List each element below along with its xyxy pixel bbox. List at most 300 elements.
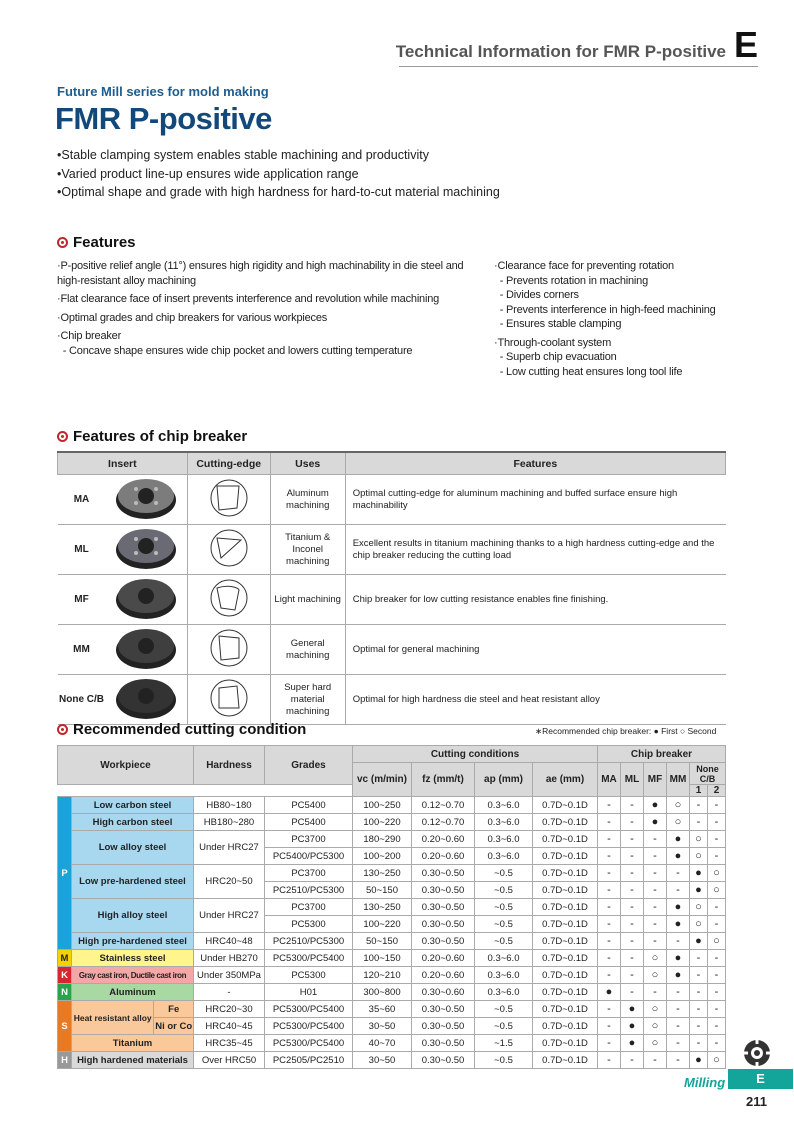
chip-breaker-mark: - [708, 1018, 726, 1035]
grade: PC2505/PC2510 [265, 1052, 353, 1069]
workpiece: High pre-hardened steel [72, 933, 194, 950]
series-subtitle: Future Mill series for mold making [57, 84, 269, 99]
chip-breaker-mark: - [621, 933, 644, 950]
cutting-vc: 35~60 [353, 1001, 412, 1018]
cutting-edge-diagram [187, 675, 270, 725]
col-vc: vc (m/min) [353, 763, 412, 797]
hardness: HB80~180 [194, 797, 265, 814]
chip-breaker-mark: - [621, 814, 644, 831]
cutting-ap: ~0.5 [475, 1001, 533, 1018]
workpiece: High hardened materials [72, 1052, 194, 1069]
grade: PC5400 [265, 797, 353, 814]
chipbreaker-feature: Optimal for high hardness die steel and heat resistant alloy [345, 675, 725, 725]
col-uses: Uses [270, 452, 345, 475]
cutting-ap: 0.3~6.0 [475, 984, 533, 1001]
grade: PC2510/PC5300 [265, 882, 353, 899]
section-marker-icon [57, 431, 68, 442]
chip-breaker-mark: - [644, 916, 667, 933]
chipbreaker-uses: Super hard material machining [270, 675, 345, 725]
chip-breaker-mark: ● [667, 831, 690, 848]
cutting-fz: 0.30~0.50 [412, 1001, 475, 1018]
chip-breaker-mark: - [667, 1001, 690, 1018]
chip-breaker-mark: - [621, 882, 644, 899]
grade: PC5400 [265, 814, 353, 831]
cutting-ae: 0.7D~0.1D [533, 797, 598, 814]
chipbreaker-table [57, 451, 726, 725]
hardness: HRC20~50 [194, 865, 265, 899]
chip-breaker-mark: - [644, 865, 667, 882]
table-row [58, 950, 726, 967]
cutting-ap: ~0.5 [475, 1018, 533, 1035]
chipbreaker-code: MM [58, 625, 106, 675]
hardness: Under HRC27 [194, 831, 265, 865]
chip-breaker-mark: ● [621, 1018, 644, 1035]
chip-breaker-mark: - [644, 899, 667, 916]
col-mm: MM [667, 763, 690, 797]
material-category: H [58, 1052, 72, 1069]
chip-breaker-mark: - [621, 831, 644, 848]
workpiece: Low pre-hardened steel [72, 865, 194, 899]
material-category: P [58, 797, 72, 950]
insert-image [106, 525, 188, 575]
col-ap: ap (mm) [475, 763, 533, 797]
chip-breaker-mark: ● [690, 882, 708, 899]
feature-item: ·Through-coolant system [494, 336, 612, 349]
chipbreaker-row [58, 625, 726, 675]
chip-breaker-mark: ● [690, 865, 708, 882]
col-ml: ML [621, 763, 644, 797]
grade: PC3700 [265, 831, 353, 848]
cutting-fz: 0.30~0.60 [412, 984, 475, 1001]
cutting-vc: 100~250 [353, 797, 412, 814]
chip-breaker-mark: - [621, 797, 644, 814]
chipbreaker-uses: Titanium & Inconel machining [270, 525, 345, 575]
chip-breaker-mark: - [621, 950, 644, 967]
table-row [58, 1035, 726, 1052]
grade: H01 [265, 984, 353, 1001]
table-row [58, 1001, 726, 1018]
cutting-edge-icon [209, 528, 249, 568]
chip-breaker-mark: - [598, 1018, 621, 1035]
table-row [58, 1018, 726, 1035]
chip-breaker-mark: - [690, 967, 708, 984]
chip-breaker-mark: ○ [708, 865, 726, 882]
cutting-ae: 0.7D~0.1D [533, 865, 598, 882]
col-chip-breaker: Chip breaker [598, 746, 726, 763]
chip-breaker-mark: - [598, 865, 621, 882]
cutting-edge-icon [209, 478, 249, 518]
chip-breaker-mark: - [708, 1001, 726, 1018]
spacer [194, 785, 265, 797]
cutting-edge-diagram [187, 575, 270, 625]
chip-breaker-mark: - [690, 797, 708, 814]
chip-breaker-mark: ● [667, 967, 690, 984]
chip-breaker-mark: - [598, 814, 621, 831]
hardness: HRC20~30 [194, 1001, 265, 1018]
bullet-item: • Stable clamping system enables stable machining and productivity [57, 146, 500, 165]
cutting-vc: 120~210 [353, 967, 412, 984]
features-heading: Features [57, 234, 136, 251]
chip-breaker-mark: - [644, 882, 667, 899]
intro-bullets [57, 146, 500, 202]
workpiece: Stainless steel [72, 950, 194, 967]
chip-breaker-mark: - [644, 848, 667, 865]
cutting-fz: 0.12~0.70 [412, 797, 475, 814]
hardness: Under HRC27 [194, 899, 265, 933]
chip-breaker-mark: ○ [690, 899, 708, 916]
features-right [494, 259, 754, 379]
cutting-vc: 130~250 [353, 865, 412, 882]
cutting-heading: Recommended cutting condition [57, 721, 306, 738]
chipbreaker-uses: Aluminum machining [270, 475, 345, 525]
chip-breaker-mark: - [667, 882, 690, 899]
cutting-ae: 0.7D~0.1D [533, 814, 598, 831]
col-cutting-conditions: Cutting conditions [353, 746, 598, 763]
workpiece: High alloy steel [72, 899, 194, 933]
cutting-ae: 0.7D~0.1D [533, 831, 598, 848]
chip-breaker-mark: ○ [708, 882, 726, 899]
insert-image [106, 575, 188, 625]
grade: PC5300 [265, 916, 353, 933]
cutting-fz: 0.20~0.60 [412, 848, 475, 865]
insert-icon [111, 475, 181, 521]
cutter-gear-icon [741, 1037, 773, 1069]
chip-breaker-mark: ○ [667, 797, 690, 814]
feature-item: - Concave shape ensures wide chip pocket and lowers cutting temperature [57, 344, 413, 357]
cutting-ap: ~0.5 [475, 865, 533, 882]
workpiece: Gray cast iron, Ductile cast iron [72, 967, 194, 984]
cutting-ap: ~1.5 [475, 1035, 533, 1052]
workpiece: Aluminum [72, 984, 194, 1001]
table-row [58, 814, 726, 831]
cutting-ap: ~0.5 [475, 899, 533, 916]
cutting-vc: 30~50 [353, 1018, 412, 1035]
chip-breaker-mark: - [621, 848, 644, 865]
chip-breaker-mark: - [598, 848, 621, 865]
chip-breaker-mark: ● [667, 950, 690, 967]
cutting-vc: 30~50 [353, 1052, 412, 1069]
cutting-ae: 0.7D~0.1D [533, 882, 598, 899]
page-number: 211 [746, 1094, 767, 1109]
workpiece: Ni or Co [154, 1018, 194, 1035]
chip-breaker-mark: - [598, 1035, 621, 1052]
cutting-ae: 0.7D~0.1D [533, 848, 598, 865]
chip-breaker-mark: - [598, 1001, 621, 1018]
chipbreaker-code: None C/B [58, 675, 106, 725]
workpiece: Titanium [72, 1035, 194, 1052]
chip-breaker-mark: ○ [667, 814, 690, 831]
chip-breaker-mark: ● [690, 1052, 708, 1069]
chip-breaker-mark: - [708, 831, 726, 848]
chip-breaker-mark: - [598, 967, 621, 984]
cutting-vc: 100~150 [353, 950, 412, 967]
chip-breaker-mark: - [690, 1035, 708, 1052]
col-workpiece: Workpiece [58, 746, 194, 785]
insert-icon [111, 625, 181, 671]
chip-breaker-mark: - [621, 967, 644, 984]
chip-breaker-mark: ○ [644, 950, 667, 967]
cutting-fz: 0.12~0.70 [412, 814, 475, 831]
cutting-vc: 50~150 [353, 933, 412, 950]
cutting-condition-table [57, 745, 726, 1069]
grade: PC5300 [265, 967, 353, 984]
cutting-edge-diagram [187, 525, 270, 575]
chipbreaker-feature: Chip breaker for low cutting resistance enables fine finishing. [345, 575, 725, 625]
chip-breaker-mark: ● [690, 933, 708, 950]
hardness: HRC40~48 [194, 933, 265, 950]
cutting-vc: 180~290 [353, 831, 412, 848]
cutting-edge-diagram [187, 475, 270, 525]
cutting-ae: 0.7D~0.1D [533, 967, 598, 984]
cutting-fz: 0.20~0.60 [412, 967, 475, 984]
insert-image [106, 475, 188, 525]
cutting-fz: 0.20~0.60 [412, 831, 475, 848]
grade: PC3700 [265, 865, 353, 882]
chip-breaker-mark: - [708, 950, 726, 967]
table-row [58, 933, 726, 950]
cutting-ae: 0.7D~0.1D [533, 933, 598, 950]
cutting-ae: 0.7D~0.1D [533, 899, 598, 916]
cutting-vc: 50~150 [353, 882, 412, 899]
bullet-item: • Varied product line-up ensures wide application range [57, 165, 500, 184]
col-hardness: Hardness [194, 746, 265, 785]
cutting-vc: 100~220 [353, 814, 412, 831]
chip-breaker-mark: ● [621, 1035, 644, 1052]
cutting-ap: ~0.5 [475, 1052, 533, 1069]
section-marker-icon [57, 724, 68, 735]
grade: PC3700 [265, 899, 353, 916]
chip-breaker-mark: ● [621, 1001, 644, 1018]
section-marker-icon [57, 237, 68, 248]
chip-breaker-mark: - [621, 984, 644, 1001]
cutting-ae: 0.7D~0.1D [533, 1018, 598, 1035]
chipbreaker-row [58, 575, 726, 625]
chip-breaker-mark: - [598, 916, 621, 933]
chip-breaker-mark: - [598, 1052, 621, 1069]
table-row [58, 984, 726, 1001]
chip-breaker-mark: - [690, 950, 708, 967]
col-none-2: 2 [708, 785, 726, 797]
chip-breaker-mark: - [621, 865, 644, 882]
material-category: M [58, 950, 72, 967]
feature-item: ·Flat clearance face of insert prevents interference and revolution while machining [57, 293, 440, 305]
col-ma: MA [598, 763, 621, 797]
chipbreaker-legend: ∗Recommended chip breaker: ● First ○ Second [535, 726, 717, 736]
feature-item: - Divides corners [494, 289, 579, 301]
col-features: Features [345, 452, 725, 475]
feature-item: ·Optimal grades and chip breakers for various workpieces [57, 311, 328, 324]
hardness: HRC35~45 [194, 1035, 265, 1052]
chip-breaker-mark: - [690, 1001, 708, 1018]
col-insert: Insert [58, 452, 188, 475]
col-grades: Grades [265, 746, 353, 785]
page-title: FMR P-positive [55, 101, 272, 136]
insert-image [106, 675, 188, 725]
cutting-vc: 100~220 [353, 916, 412, 933]
col-mf: MF [644, 763, 667, 797]
chipbreaker-feature: Optimal for general machining [345, 625, 725, 675]
cutting-fz: 0.20~0.60 [412, 950, 475, 967]
feature-item: - Superb chip evacuation [494, 351, 617, 363]
cutting-ap: 0.3~6.0 [475, 797, 533, 814]
chip-breaker-mark: - [708, 916, 726, 933]
chip-breaker-mark: ○ [708, 1052, 726, 1069]
cutting-vc: 100~200 [353, 848, 412, 865]
feature-item: ·Chip breaker [57, 330, 122, 342]
grade: PC5300/PC5400 [265, 1001, 353, 1018]
grade: PC5300/PC5400 [265, 1018, 353, 1035]
material-category: N [58, 984, 72, 1001]
workpiece: High carbon steel [72, 814, 194, 831]
feature-item: ·P-positive relief angle (11°) ensures high rigidity and high machinability in die steel and high-resistant alloy machining [57, 260, 464, 287]
cutting-vc: 40~70 [353, 1035, 412, 1052]
chip-breaker-mark: - [667, 1052, 690, 1069]
page-header [395, 24, 758, 65]
chip-breaker-mark: ○ [644, 1018, 667, 1035]
cutting-edge-icon [209, 578, 249, 618]
chipbreaker-feature: Optimal cutting-edge for aluminum machining and buffed surface ensure high machinability [345, 475, 725, 525]
chip-breaker-mark: ○ [690, 831, 708, 848]
cutting-fz: 0.30~0.50 [412, 933, 475, 950]
chip-breaker-mark: ● [667, 916, 690, 933]
cutting-fz: 0.30~0.50 [412, 1035, 475, 1052]
cutting-vc: 130~250 [353, 899, 412, 916]
cutting-ap: 0.3~6.0 [475, 967, 533, 984]
chip-breaker-mark: - [621, 899, 644, 916]
hardness: Under 350MPa [194, 967, 265, 984]
chip-breaker-mark: ● [667, 848, 690, 865]
chip-breaker-mark: - [690, 1018, 708, 1035]
cutting-fz: 0.30~0.50 [412, 1018, 475, 1035]
cutting-edge-icon [209, 628, 249, 668]
cutting-ap: 0.3~6.0 [475, 831, 533, 848]
header-title: Technical Information for FMR P-positive [395, 42, 726, 61]
chip-breaker-mark: ○ [708, 933, 726, 950]
chipbreaker-row [58, 475, 726, 525]
grade: PC2510/PC5300 [265, 933, 353, 950]
chip-breaker-mark: - [598, 831, 621, 848]
chip-breaker-mark: - [690, 814, 708, 831]
table-row [58, 865, 726, 882]
feature-item: ·Clearance face for preventing rotation [494, 260, 674, 272]
hardness: HRC40~45 [194, 1018, 265, 1035]
cutting-fz: 0.30~0.50 [412, 899, 475, 916]
hardness: - [194, 984, 265, 1001]
chip-breaker-mark: - [667, 1018, 690, 1035]
chip-breaker-mark: - [644, 984, 667, 1001]
chip-breaker-mark: - [708, 848, 726, 865]
insert-image [106, 625, 188, 675]
chip-breaker-mark: - [667, 933, 690, 950]
chip-breaker-mark: ○ [644, 1035, 667, 1052]
heat-resistant-label: Heat resistant alloy [72, 1001, 154, 1035]
chipbreaker-uses: Light machining [270, 575, 345, 625]
hardness: Under HB270 [194, 950, 265, 967]
chip-breaker-mark: - [621, 916, 644, 933]
chip-breaker-mark: ○ [644, 1001, 667, 1018]
chip-breaker-mark: - [667, 1035, 690, 1052]
cutting-fz: 0.30~0.50 [412, 916, 475, 933]
chip-breaker-mark: ○ [644, 967, 667, 984]
chip-breaker-mark: - [667, 865, 690, 882]
cutting-edge-diagram [187, 625, 270, 675]
col-none-cb: None C/B [690, 763, 726, 785]
footer-section-label: Milling [684, 1075, 726, 1090]
cutting-vc: 300~800 [353, 984, 412, 1001]
chipbreaker-code: MA [58, 475, 106, 525]
insert-icon [111, 675, 181, 721]
chip-breaker-mark: ● [644, 814, 667, 831]
chip-breaker-mark: - [621, 1052, 644, 1069]
feature-item: - Low cutting heat ensures long tool life [494, 365, 683, 378]
hardness: Over HRC50 [194, 1052, 265, 1069]
chip-breaker-mark: - [598, 882, 621, 899]
col-none-1: 1 [690, 785, 708, 797]
chip-breaker-mark: - [598, 899, 621, 916]
col-ae: ae (mm) [533, 763, 598, 797]
chip-breaker-mark: - [644, 831, 667, 848]
cutting-ae: 0.7D~0.1D [533, 916, 598, 933]
cutting-ae: 0.7D~0.1D [533, 1035, 598, 1052]
chipbreaker-heading: Features of chip breaker [57, 428, 247, 445]
cutting-ap: ~0.5 [475, 916, 533, 933]
feature-item: - Prevents rotation in machining [494, 274, 648, 287]
cutting-ap: ~0.5 [475, 933, 533, 950]
footer-section-tab: E [728, 1069, 793, 1089]
chip-breaker-mark: ● [598, 984, 621, 1001]
chip-breaker-mark: - [667, 984, 690, 1001]
features-left [57, 259, 467, 358]
workpiece: Low alloy steel [72, 831, 194, 865]
cutting-fz: 0.30~0.50 [412, 882, 475, 899]
workpiece: Low carbon steel [72, 797, 194, 814]
material-category: K [58, 967, 72, 984]
bullet-item: • Optimal shape and grade with high hardness for hard-to-cut material machining [57, 183, 500, 202]
chip-breaker-mark: - [708, 967, 726, 984]
grade: PC5300/PC5400 [265, 950, 353, 967]
chip-breaker-mark: ○ [690, 916, 708, 933]
material-category: S [58, 1001, 72, 1052]
chip-breaker-mark: - [644, 933, 667, 950]
chip-breaker-mark: ● [644, 797, 667, 814]
insert-icon [111, 525, 181, 571]
table-row [58, 1052, 726, 1069]
spacer [265, 785, 353, 797]
chip-breaker-mark: - [690, 984, 708, 1001]
cutting-ap: 0.3~6.0 [475, 814, 533, 831]
chipbreaker-feature: Excellent results in titanium machining thanks to a high hardness cutting-edge and the chip breaker reducing the cutting load [345, 525, 725, 575]
hardness: HB180~280 [194, 814, 265, 831]
chip-breaker-mark: ● [667, 899, 690, 916]
chipbreaker-code: MF [58, 575, 106, 625]
chip-breaker-mark: - [708, 899, 726, 916]
chip-breaker-mark: ○ [690, 848, 708, 865]
feature-item: - Prevents interference in high-feed machining [494, 303, 716, 316]
grade: PC5300/PC5400 [265, 1035, 353, 1052]
table-row [58, 797, 726, 814]
feature-item: - Ensures stable clamping [494, 318, 622, 330]
cutting-ae: 0.7D~0.1D [533, 1052, 598, 1069]
col-cutting-edge: Cutting-edge [187, 452, 270, 475]
table-row [58, 899, 726, 916]
chipbreaker-uses: General machining [270, 625, 345, 675]
cutting-ae: 0.7D~0.1D [533, 984, 598, 1001]
chip-breaker-mark: - [708, 797, 726, 814]
cutting-fz: 0.30~0.50 [412, 1052, 475, 1069]
chip-breaker-mark: - [708, 1035, 726, 1052]
table-row [58, 967, 726, 984]
cutting-ae: 0.7D~0.1D [533, 950, 598, 967]
